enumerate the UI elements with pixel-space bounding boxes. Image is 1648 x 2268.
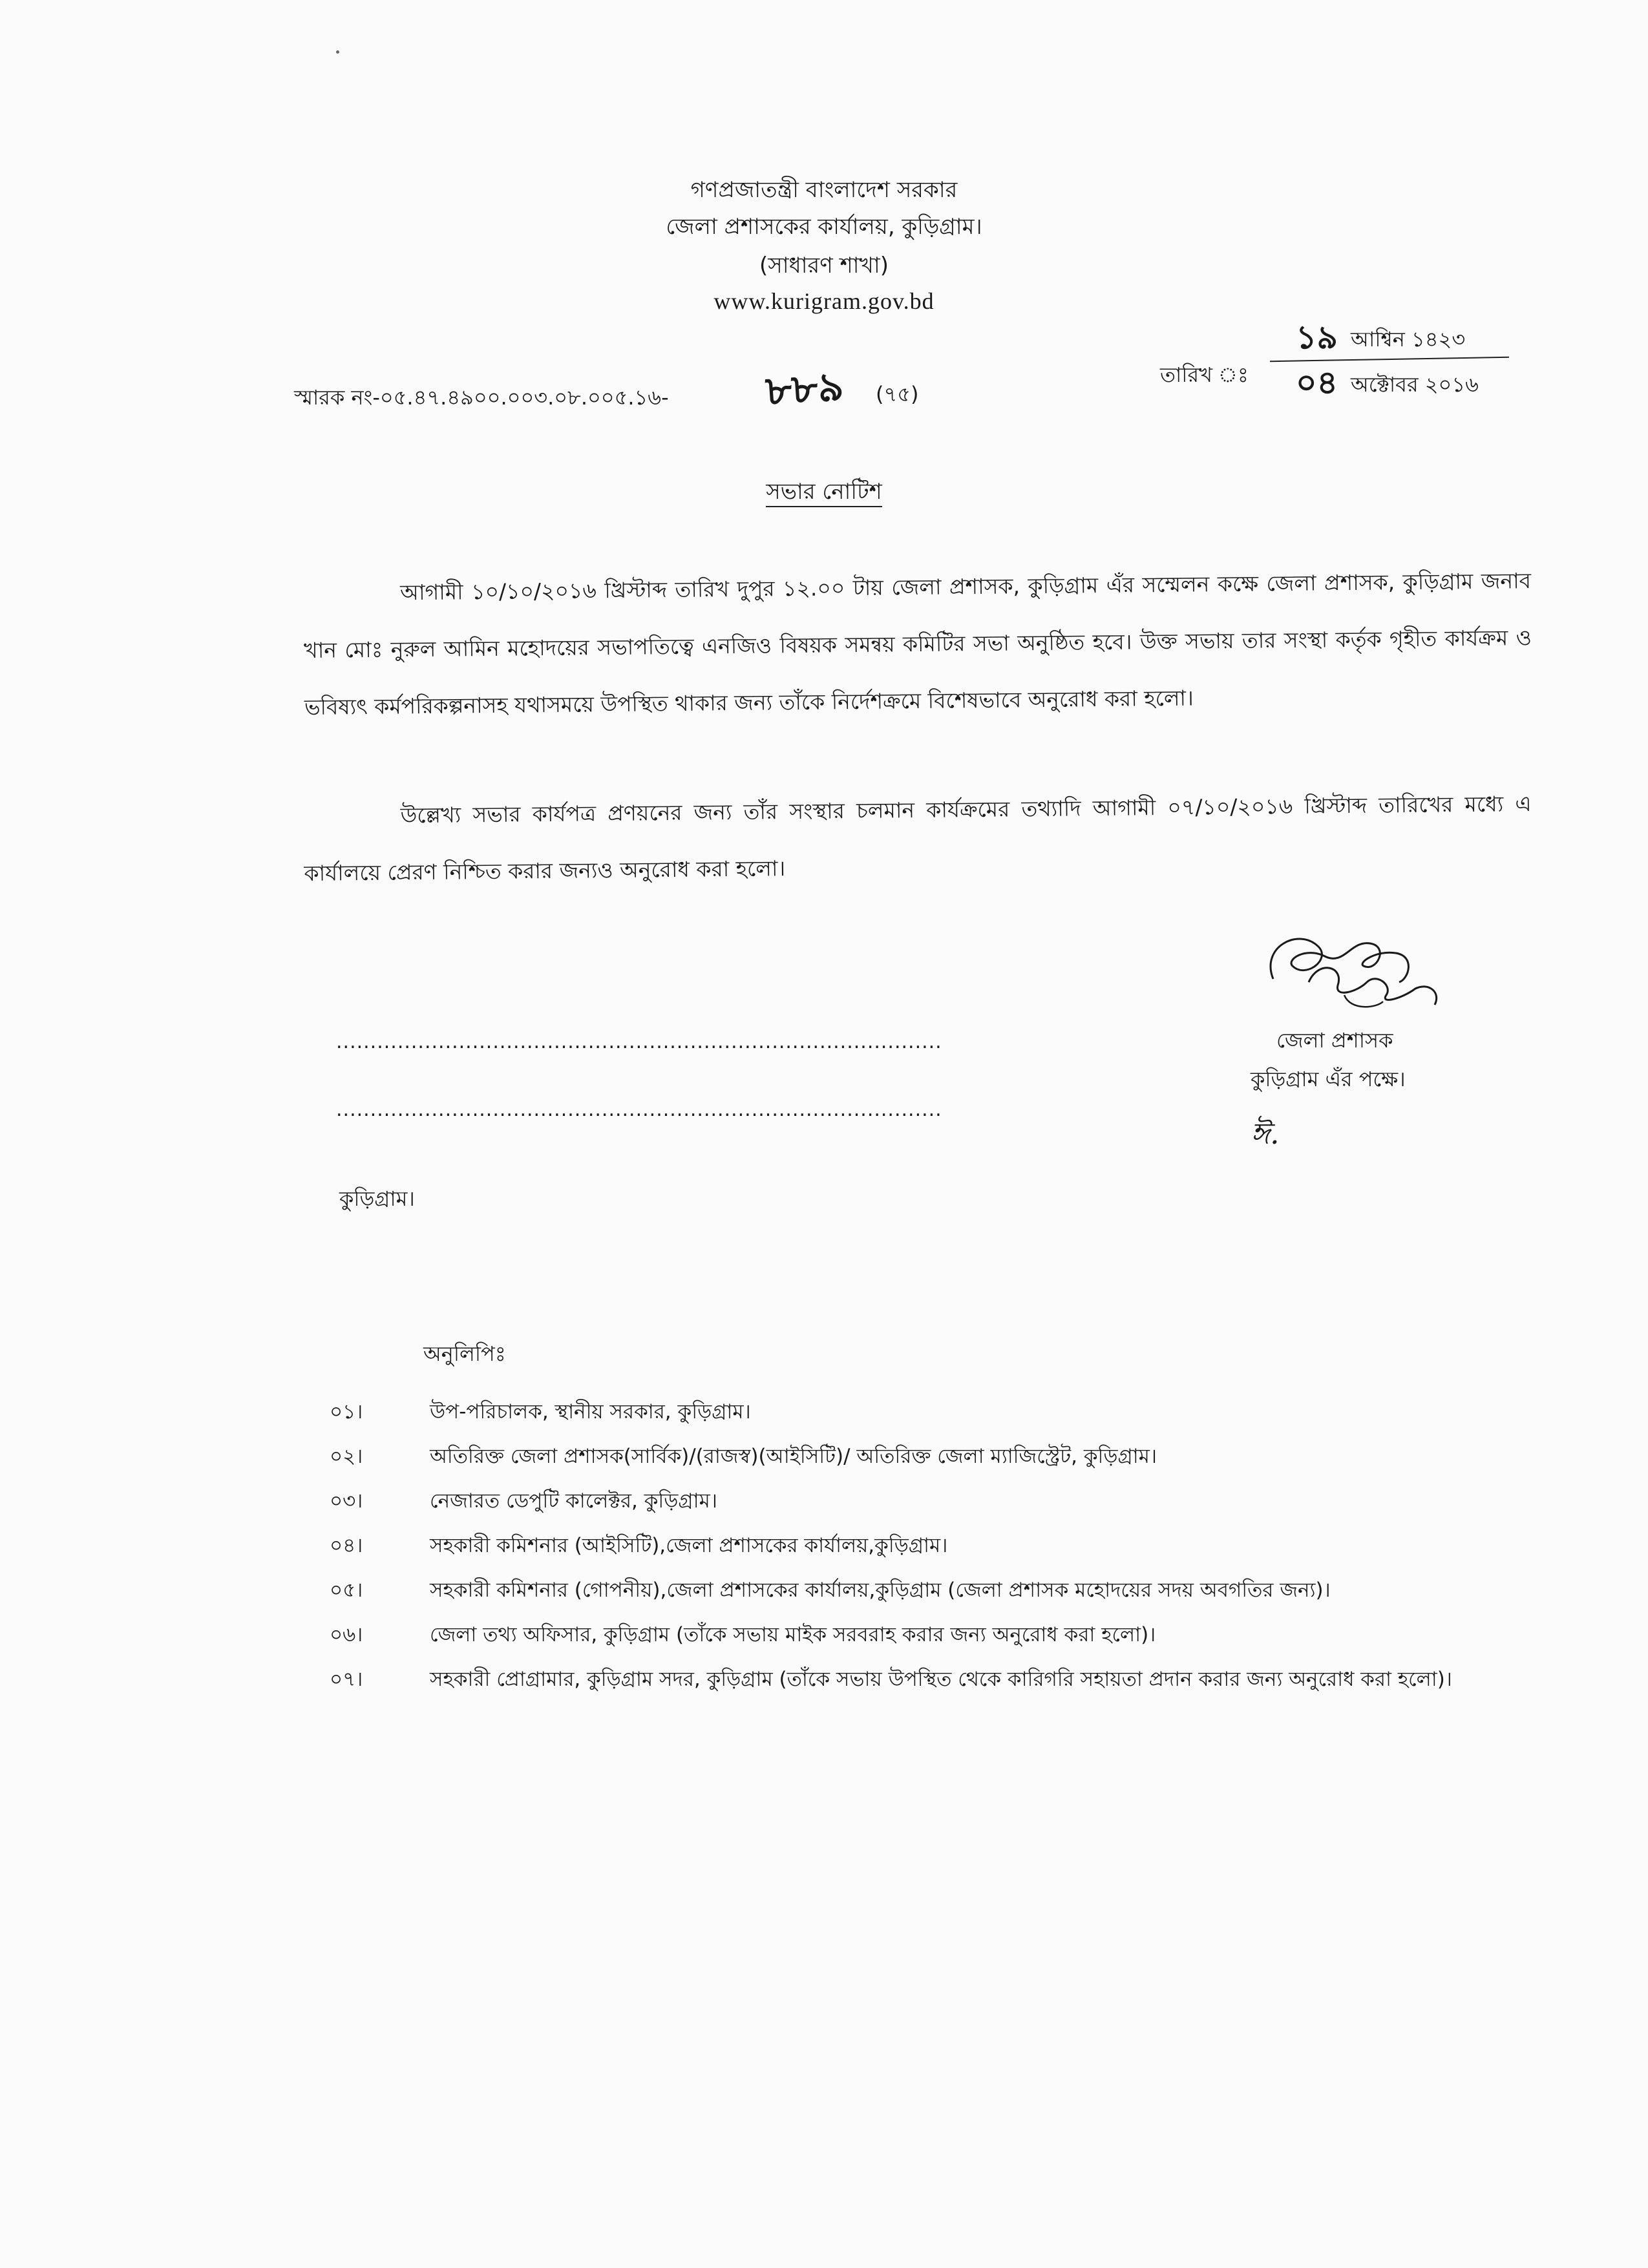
letterhead-line-2: জেলা প্রশাসকের কার্যালয়, কুড়িগ্রাম। bbox=[666, 214, 982, 240]
list-item-number: ০৬। bbox=[330, 1623, 363, 1646]
memo-suffix: (৭৫) bbox=[876, 382, 919, 406]
list-item-text: সহকারী প্রোগ্রামার, কুড়িগ্রাম সদর, কুড়িগ্রাম (তাঁকে সভায় উপস্থিত থেকে কারিগরি সহায়তা প্রদান করার জন্য অনুরোধ করা হলো)। bbox=[430, 1668, 1452, 1691]
letterhead-branch: (সাধারণ শাখা) bbox=[759, 253, 889, 278]
signatory-designation: জেলা প্রশাসক bbox=[1276, 1028, 1393, 1053]
list-item-number: ০৫। bbox=[330, 1579, 363, 1602]
recipient-place: কুড়িগ্রাম। bbox=[339, 1186, 415, 1211]
list-item bbox=[330, 1485, 1570, 1517]
english-month-year: অক্টোবর ২০১৬ bbox=[1351, 372, 1479, 397]
signature-scribble bbox=[1247, 921, 1461, 1031]
copies-heading: অনুলিপিঃ bbox=[423, 1341, 506, 1366]
letterhead-line-1: গণপ্রজাতন্ত্রী বাংলাদেশ সরকার bbox=[690, 177, 958, 203]
recipient-line-1: ......................................................................................... bbox=[336, 1031, 942, 1053]
date-label: তারিখ ঃ bbox=[1160, 362, 1249, 387]
signatory-on-behalf: কুড়িগ্রাম এঁর পক্ষে। bbox=[1251, 1067, 1406, 1091]
list-item-text: উপ-পরিচালক, স্থানীয় সরকার, কুড়িগ্রাম। bbox=[430, 1400, 751, 1423]
list-item-text: সহকারী কমিশনার (গোপনীয়),জেলা প্রশাসকের কার্যালয়,কুড়িগ্রাম (জেলা প্রশাসক মহোদয়ের সদয় অবগতির জন্য)। bbox=[430, 1579, 1331, 1602]
website-link[interactable]: www.kurigram.gov.bd bbox=[713, 288, 935, 314]
list-item bbox=[330, 1396, 1570, 1428]
notice-subject-text: সভার নোটিশ bbox=[766, 479, 882, 507]
list-item-text: সহকারী কমিশনার (আইসিটি),জেলা প্রশাসকের কার্যালয়,কুড়িগ্রাম। bbox=[430, 1534, 948, 1557]
list-item bbox=[330, 1529, 1570, 1562]
list-item-text: নেজারত ডেপুটি কালেক্টর, কুড়িগ্রাম। bbox=[430, 1489, 717, 1513]
list-item-number: ০৭। bbox=[330, 1668, 363, 1691]
list-item bbox=[330, 1619, 1570, 1651]
list-item-text: জেলা তথ্য অফিসার, কুড়িগ্রাম (তাঁকে সভায় মাইক সরবরাহ করার জন্য অনুরোধ করা হলো)। bbox=[430, 1623, 1156, 1646]
scan-speck bbox=[336, 50, 339, 54]
memo-number-label: স্মারক নং-০৫.৪৭.৪৯০০.০০৩.০৮.০০৫.১৬- bbox=[294, 385, 669, 410]
memo-handwritten-number: ৮৮৯ bbox=[764, 362, 845, 415]
list-item-number: ০২। bbox=[330, 1445, 363, 1468]
date-bangla bbox=[1296, 323, 1465, 358]
list-item-number: ০৪। bbox=[330, 1534, 363, 1557]
signatory-initial: ঈ. bbox=[1251, 1116, 1280, 1151]
date-handwritten-day-english: ০৪ bbox=[1296, 363, 1338, 401]
list-item bbox=[330, 1663, 1570, 1696]
list-item-number: ০৩। bbox=[330, 1489, 363, 1513]
notice-subject bbox=[0, 475, 1648, 512]
list-item-number: ০১। bbox=[330, 1400, 363, 1423]
date-handwritten-day-bangla: ১৯ bbox=[1296, 318, 1338, 356]
list-item-text: অতিরিক্ত জেলা প্রশাসক(সার্বিক)/(রাজস্ব)(আইসিটি)/ অতিরিক্ত জেলা ম্যাজিস্ট্রেট, কুড়িগ্রাম। bbox=[430, 1445, 1157, 1468]
copies-list bbox=[330, 1396, 1570, 1708]
body-paragraph-1: আগামী ১০/১০/২০১৬ খ্রিস্টাব্দ তারিখ দুপুর ১২.০০ টায় জেলা প্রশাসক, কুড়িগ্রাম এঁর সম্মেলন কক্ষে জেলা প্রশাসক, কুড়িগ্রাম জনাব খান মোঃ নুরুল আমিন মহোদয়ের সভাপতিত্বে এনজিও বিষয়ক সমন্বয় কমিটির সভা অনুষ্ঠিত হবে। উক্ত সভায় তার সংস্থা কর্তৃক গৃহীত কার্যক্রম ও ভবিষ্যৎ কর্মপরিকল্পনাসহ যথাসময়ে উপস্থিত থাকার জন্য তাঁকে নির্দেশক্রমে বিশেষভাবে অনুরোধ করা হলো। bbox=[303, 568, 1532, 720]
bangla-month-year: আশ্বিন ১৪২৩ bbox=[1351, 327, 1466, 352]
body-paragraph-2: উল্লেখ্য সভার কার্যপত্র প্রণয়নের জন্য তাঁর সংস্থার চলমান কার্যক্রমের তথ্যাদি আগামী ০৭/১০/২০১৬ খ্রিস্টাব্দ তারিখের মধ্যে এ কার্যালয়ে প্রেরণ নিশ্চিত করার জন্যও অনুরোধ করা হলো। bbox=[304, 791, 1532, 886]
recipient-line-2: ......................................................................................... bbox=[336, 1098, 942, 1121]
list-item bbox=[330, 1574, 1570, 1606]
date-english bbox=[1296, 368, 1479, 403]
list-item bbox=[330, 1440, 1570, 1473]
